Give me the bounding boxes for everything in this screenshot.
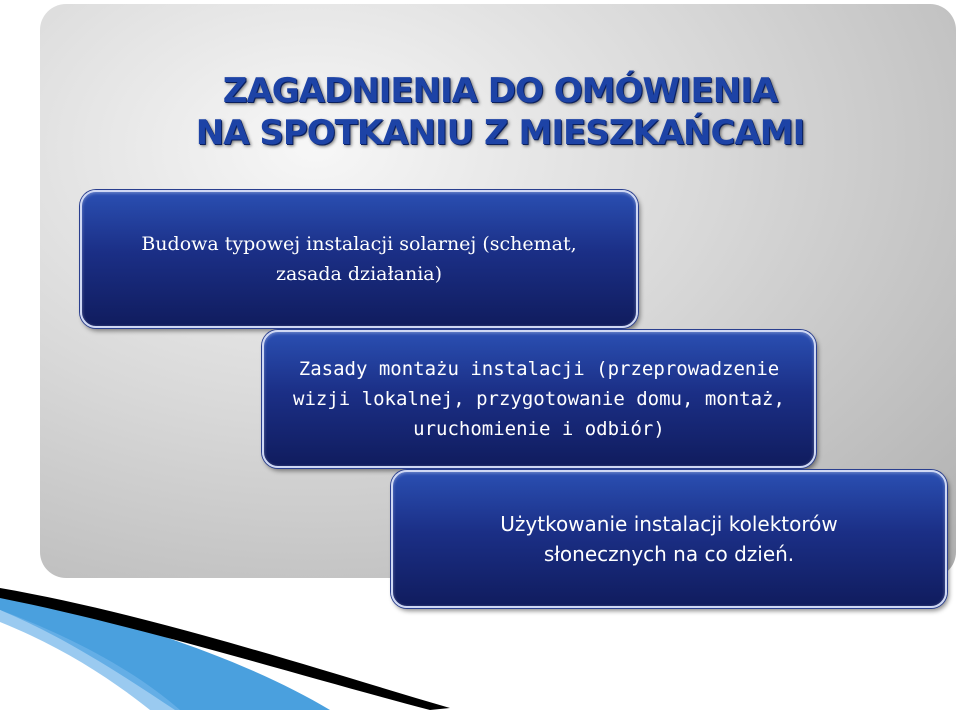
decorative-swoosh xyxy=(0,580,960,710)
topic-card-3-text xyxy=(500,509,837,569)
topic-card-2-text xyxy=(293,354,785,444)
topic-card-3-line-1: Użytkowanie instalacji kolektorów xyxy=(500,512,838,536)
topic-card-2-line-1: Zasady montażu instalacji (przeprowadzenie xyxy=(298,358,780,380)
title-line-1: ZAGADNIENIA DO OMÓWIENIA xyxy=(222,71,778,111)
topic-card-1-line-1: Budowa typowej instalacji solarnej (schemat, xyxy=(141,233,577,255)
topic-card-3-line-2: słonecznych na co dzień. xyxy=(543,542,795,566)
topic-card-1 xyxy=(80,190,638,328)
slide-title xyxy=(0,70,960,154)
topic-card-2-line-2: wizji lokalnej, przygotowanie domu, montaż, xyxy=(293,388,785,410)
swoosh-light-band xyxy=(0,592,330,710)
topic-card-2 xyxy=(262,330,816,468)
title-line-2: NA SPOTKANIU Z MIESZKAŃCAMI xyxy=(195,113,805,153)
topic-card-2-line-3: uruchomienie i odbiór) xyxy=(413,418,665,440)
topic-card-1-line-2: zasada działania) xyxy=(275,263,443,285)
topic-card-1-text xyxy=(141,229,576,289)
